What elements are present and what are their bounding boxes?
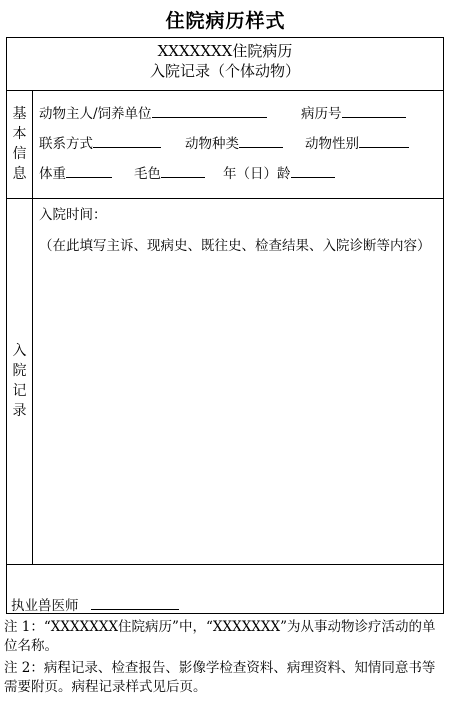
- form-header-line1: XXXXXXX住院病历: [157, 42, 293, 60]
- vet-signature-field: [11, 594, 179, 614]
- side-char: 本: [12, 126, 27, 142]
- form-header-line2: 入院记录（个体动物）: [149, 62, 300, 80]
- owner-input-line[interactable]: [152, 104, 267, 118]
- side-char: 基: [12, 106, 27, 122]
- contact-label: 联系方式: [39, 136, 93, 152]
- owner-field: [39, 102, 267, 122]
- age-input-line[interactable]: [291, 164, 335, 178]
- side-char: 院: [12, 363, 27, 379]
- basic-info-side-label: [7, 90, 33, 198]
- side-char: 入: [12, 343, 27, 359]
- species-input-line[interactable]: [239, 134, 283, 148]
- footnote-1: 注 1：“XXXXXXX住院病历”中，“XXXXXXX”为从事动物诊疗活动的单位名称。: [4, 619, 436, 654]
- coat-field: [134, 162, 205, 182]
- vet-signature-line[interactable]: [91, 596, 179, 610]
- species-field: [185, 132, 283, 152]
- age-field: [223, 162, 335, 182]
- admission-hint-text: （在此填写主诉、现病史、既往史、检查结果、入院诊断等内容）: [39, 238, 431, 254]
- coat-label: 毛色: [134, 166, 161, 182]
- admission-side-label: [7, 198, 33, 564]
- basic-info-section: [7, 90, 443, 199]
- admission-form: [6, 37, 444, 614]
- contact-input-line[interactable]: [93, 134, 161, 148]
- basic-info-fields: [39, 90, 437, 198]
- weight-label: 体重: [39, 166, 66, 182]
- page-title: 住院病历样式: [165, 10, 286, 32]
- side-char: 信: [12, 146, 27, 162]
- sex-label: 动物性别: [305, 136, 359, 152]
- sex-input-line[interactable]: [359, 134, 409, 148]
- sex-field: [305, 132, 409, 152]
- vet-label: 执业兽医师: [11, 598, 79, 614]
- owner-label: 动物主人/饲养单位: [39, 106, 152, 122]
- side-char: 录: [12, 403, 27, 419]
- form-header: [7, 38, 443, 91]
- vet-section: [7, 564, 443, 613]
- coat-input-line[interactable]: [161, 164, 205, 178]
- age-label: 年（日）龄: [223, 166, 291, 182]
- footnote-2: 注 2：病程记录、检查报告、影像学检查资料、病理资料、知情同意书等需要附页。病程记录样式见后页。: [4, 660, 436, 695]
- admission-time-label: 入院时间：: [39, 207, 107, 223]
- contact-field: [39, 132, 161, 152]
- species-label: 动物种类: [185, 136, 239, 152]
- record-no-field: [301, 102, 406, 122]
- side-char: 记: [12, 383, 27, 399]
- side-char: 息: [12, 166, 27, 182]
- record-no-input-line[interactable]: [342, 104, 406, 118]
- record-no-label: 病历号: [301, 106, 342, 122]
- weight-field: [39, 162, 112, 182]
- admission-content-area[interactable]: [39, 198, 437, 564]
- admission-record-section: [7, 198, 443, 565]
- footnotes: [4, 618, 448, 700]
- weight-input-line[interactable]: [66, 164, 112, 178]
